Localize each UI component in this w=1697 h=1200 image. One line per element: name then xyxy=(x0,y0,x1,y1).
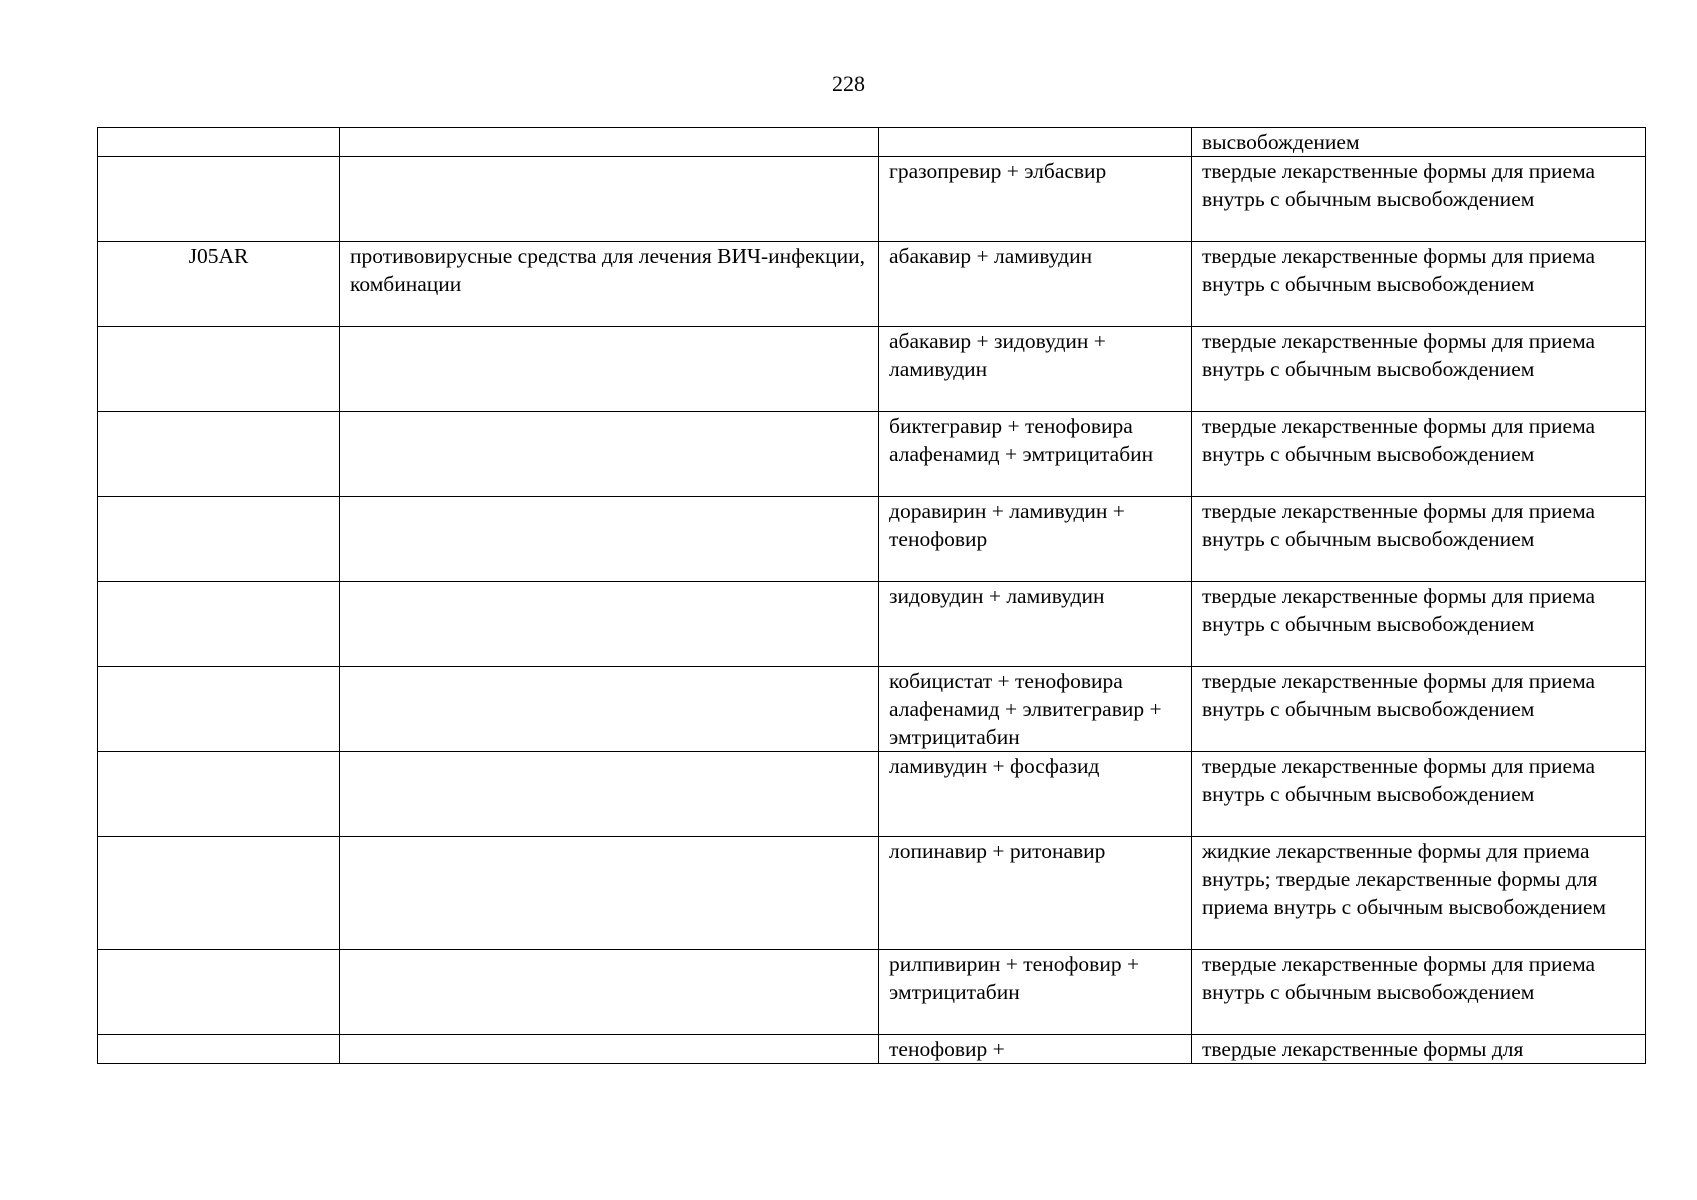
table-row xyxy=(98,157,1646,242)
table-row xyxy=(98,412,1646,497)
drug-cell: доравирин + ламивудин + тенофовир xyxy=(879,497,1192,582)
group-cell xyxy=(340,128,879,157)
drug-cell: абакавир + зидовудин + ламивудин xyxy=(879,327,1192,412)
drug-cell: зидовудин + ламивудин xyxy=(879,582,1192,667)
drug-cell: гразопревир + элбасвир xyxy=(879,157,1192,242)
dosage-form-cell: твердые лекарственные формы для приема внутрь с обычным высвобождением xyxy=(1192,667,1646,752)
dosage-form-cell: твердые лекарственные формы для приема внутрь с обычным высвобождением xyxy=(1192,950,1646,1035)
drug-cell: ламивудин + фосфазид xyxy=(879,752,1192,837)
dosage-form-cell: твердые лекарственные формы для приема внутрь с обычным высвобождением xyxy=(1192,327,1646,412)
drug-cell: тенофовир + xyxy=(879,1035,1192,1064)
drug-cell: кобицистат + тенофовира алафенамид + элвитегравир + эмтрицитабин xyxy=(879,667,1192,752)
group-cell xyxy=(340,412,879,497)
dosage-form-cell: твердые лекарственные формы для приема внутрь с обычным высвобождением xyxy=(1192,752,1646,837)
atc-code-cell: J05AR xyxy=(98,242,340,327)
dosage-form-cell: твердые лекарственные формы для xyxy=(1192,1035,1646,1064)
table-row xyxy=(98,242,1646,327)
group-cell xyxy=(340,327,879,412)
group-cell xyxy=(340,157,879,242)
dosage-form-cell: твердые лекарственные формы для приема внутрь с обычным высвобождением xyxy=(1192,157,1646,242)
table-row xyxy=(98,497,1646,582)
atc-code-cell xyxy=(98,667,340,752)
group-cell: противовирусные средства для лечения ВИЧ-инфекции, комбинации xyxy=(340,242,879,327)
atc-code-cell xyxy=(98,950,340,1035)
table-row xyxy=(98,950,1646,1035)
dosage-form-cell: твердые лекарственные формы для приема внутрь с обычным высвобождением xyxy=(1192,242,1646,327)
atc-code-cell xyxy=(98,157,340,242)
dosage-form-cell: твердые лекарственные формы для приема внутрь с обычным высвобождением xyxy=(1192,582,1646,667)
table-row xyxy=(98,837,1646,950)
drug-cell: абакавир + ламивудин xyxy=(879,242,1192,327)
atc-code-cell xyxy=(98,128,340,157)
drug-cell xyxy=(879,128,1192,157)
dosage-form-cell: твердые лекарственные формы для приема внутрь с обычным высвобождением xyxy=(1192,497,1646,582)
drug-cell: рилпивирин + тенофовир + эмтрицитабин xyxy=(879,950,1192,1035)
page-number: 228 xyxy=(832,71,865,96)
table-row xyxy=(98,752,1646,837)
table-row xyxy=(98,582,1646,667)
drug-cell: биктегравир + тенофовира алафенамид + эмтрицитабин xyxy=(879,412,1192,497)
group-cell xyxy=(340,497,879,582)
table-row xyxy=(98,667,1646,752)
group-cell xyxy=(340,667,879,752)
dosage-form-cell: твердые лекарственные формы для приема внутрь с обычным высвобождением xyxy=(1192,412,1646,497)
group-cell xyxy=(340,1035,879,1064)
drug-cell: лопинавир + ритонавир xyxy=(879,837,1192,950)
table-row xyxy=(98,327,1646,412)
group-cell xyxy=(340,950,879,1035)
table-row xyxy=(98,128,1646,157)
table-row xyxy=(98,1035,1646,1064)
group-cell xyxy=(340,752,879,837)
atc-code-cell xyxy=(98,582,340,667)
dosage-form-cell: жидкие лекарственные формы для приема внутрь; твердые лекарственные формы для приема внутрь с обычным высвобождением xyxy=(1192,837,1646,950)
atc-code-cell xyxy=(98,1035,340,1064)
atc-code-cell xyxy=(98,412,340,497)
dosage-form-cell: высвобождением xyxy=(1192,128,1646,157)
group-cell xyxy=(340,582,879,667)
atc-code-cell xyxy=(98,497,340,582)
atc-code-cell xyxy=(98,752,340,837)
group-cell xyxy=(340,837,879,950)
drug-table xyxy=(97,127,1646,1064)
atc-code-cell xyxy=(98,327,340,412)
atc-code-cell xyxy=(98,837,340,950)
